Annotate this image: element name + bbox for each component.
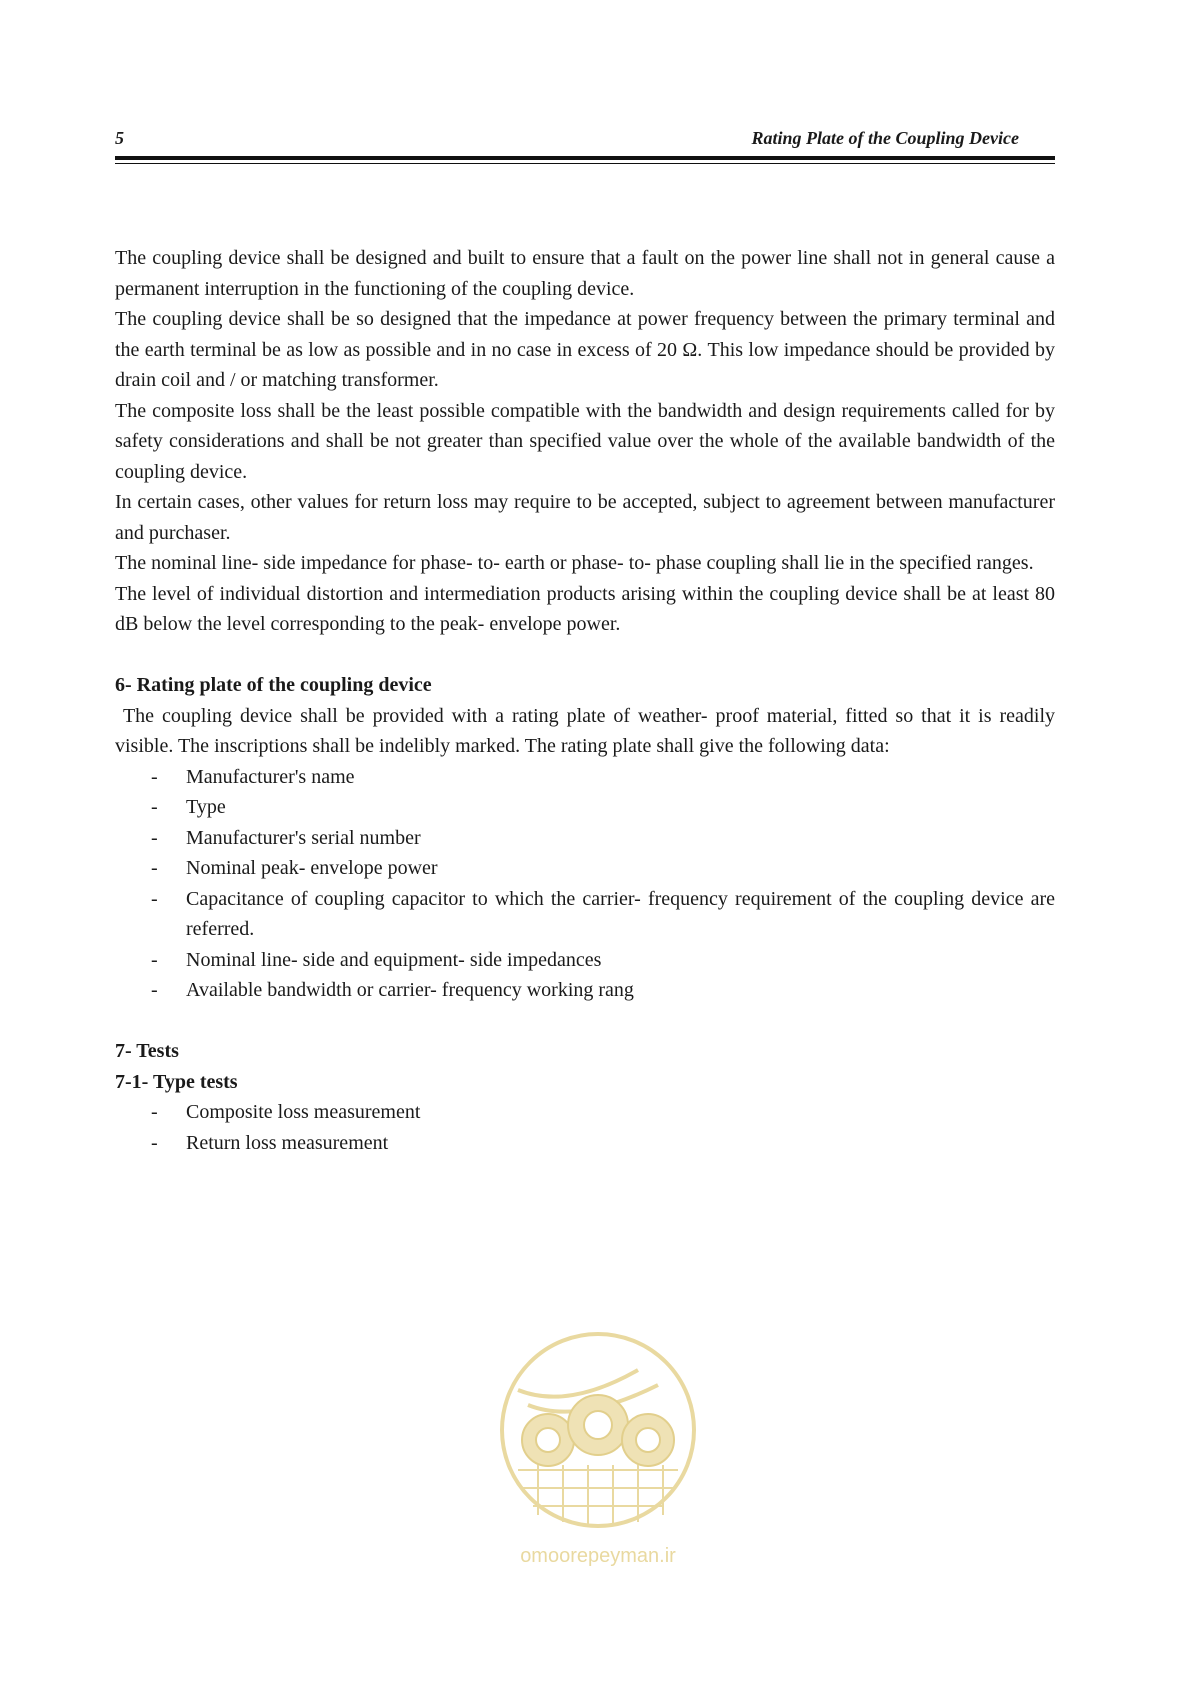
list-dash: - bbox=[151, 857, 158, 879]
intro-paragraph: The nominal line- side impedance for phase- to- earth or phase- to- phase coupling shall lie in the specified ranges. bbox=[115, 552, 1034, 574]
section-spacer bbox=[115, 1006, 1055, 1037]
list-dash: - bbox=[151, 826, 158, 849]
type-tests-list bbox=[115, 1097, 1055, 1158]
list-item-text: Return loss measurement bbox=[186, 1131, 389, 1154]
list-item-text: Manufacturer's serial number bbox=[186, 826, 421, 849]
list-item bbox=[115, 975, 1055, 1006]
intro-paragraph: The coupling device shall be designed and built to ensure that a fault on the power line shall not in general cause a permanent interruption in the functioning of the coupling device. bbox=[115, 247, 1055, 300]
list-item bbox=[115, 884, 1055, 945]
list-item bbox=[115, 823, 1055, 854]
intro-paragraph: The coupling device shall be so designed that the impedance at power frequency between the primary terminal and the earth terminal be as low as possible and in no case in excess of 20 Ω. This low impedance should be provided by drain coil and / or matching transformer. bbox=[115, 308, 1055, 391]
list-dash: - bbox=[151, 796, 158, 818]
list-item bbox=[115, 1097, 1055, 1128]
list-item-text: Available bandwidth or carrier- frequency working rang bbox=[186, 979, 634, 1001]
header-rule-thick bbox=[115, 156, 1055, 160]
list-item bbox=[115, 792, 1055, 823]
list-dash: - bbox=[151, 1131, 158, 1154]
intro-paragraph: The composite loss shall be the least possible compatible with the bandwidth and design requirements called for by safety considerations and shall be not greater than specified value over the whole of the available bandwidth of the coupling device. bbox=[115, 399, 1055, 483]
list-item-text: Nominal line- side and equipment- side impedances bbox=[186, 948, 602, 971]
list-item bbox=[115, 1128, 1055, 1159]
intro-paragraph: The level of individual distortion and intermediation products arising within the coupling device shall be at least 80 dB below the level corresponding to the peak- envelope power. bbox=[115, 582, 1055, 635]
omoore-peyman-logo-icon bbox=[488, 1330, 708, 1570]
header-rule-thin bbox=[115, 163, 1055, 164]
list-item bbox=[115, 762, 1055, 793]
watermark bbox=[488, 1330, 708, 1570]
section-spacer bbox=[115, 640, 1055, 671]
list-dash: - bbox=[151, 1101, 158, 1123]
list-item bbox=[115, 853, 1055, 884]
list-item-text: Nominal peak- envelope power bbox=[186, 857, 438, 879]
page-number: 5 bbox=[115, 128, 124, 148]
section-7-heading: 7- Tests bbox=[115, 1040, 179, 1062]
list-item-text: Type bbox=[186, 796, 226, 818]
section-7-1-heading: 7-1- Type tests bbox=[115, 1070, 238, 1093]
list-item-text: Composite loss measurement bbox=[186, 1101, 421, 1123]
list-item-text: Capacitance of coupling capacitor to which the carrier- frequency requirement of the coupling device are referred. bbox=[186, 887, 1055, 940]
section-6-paragraph: The coupling device shall be provided with a rating plate of weather- proof material, fitted so that it is readily visible. The inscriptions shall be indelibly marked. The rating plate shall give the following data: bbox=[115, 704, 1060, 757]
section-6-heading: 6- Rating plate of the coupling device bbox=[115, 674, 432, 696]
page-header bbox=[115, 128, 1055, 152]
watermark-text: omoorepeyman.ir bbox=[520, 1545, 676, 1567]
rating-plate-data-list bbox=[115, 762, 1055, 1006]
intro-paragraph: In certain cases, other values for return loss may require to be accepted, subject to agreement between manufacturer and purchaser. bbox=[115, 491, 1055, 544]
list-item-text: Manufacturer's name bbox=[186, 765, 355, 788]
list-dash: - bbox=[151, 887, 158, 910]
document-body bbox=[115, 243, 1060, 1158]
list-dash: - bbox=[151, 979, 158, 1001]
running-title: Rating Plate of the Coupling Device bbox=[751, 128, 1019, 148]
list-item bbox=[115, 945, 1055, 976]
list-dash: - bbox=[151, 948, 158, 971]
list-dash: - bbox=[151, 765, 158, 788]
